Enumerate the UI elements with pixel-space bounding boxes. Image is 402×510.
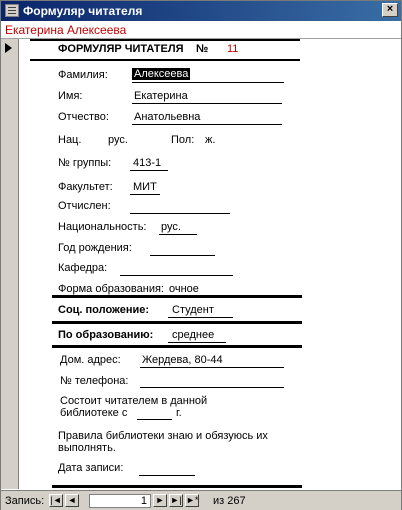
patronymic-underline: [132, 124, 282, 125]
education-label: По образованию:: [58, 329, 154, 341]
faculty-label: Факультет:: [58, 181, 113, 193]
surname-label: Фамилия:: [58, 69, 108, 81]
expelled-label: Отчислен:: [58, 200, 111, 212]
heading-bottom-rule: [30, 59, 300, 61]
membership-text-line2: библиотеке с: [60, 407, 128, 419]
group-field[interactable]: 413-1: [133, 157, 162, 169]
form-caption-bar: [1, 21, 401, 39]
form-number-value: 11: [227, 43, 239, 55]
form-bottom-rule: [52, 485, 302, 488]
social-underline: [168, 317, 233, 318]
form-icon: [5, 4, 19, 17]
surname-underline: [132, 82, 284, 83]
rules-text-line2: выполнять.: [58, 442, 116, 454]
gender-field[interactable]: ж.: [205, 134, 216, 146]
social-section-top-rule: [52, 295, 302, 298]
surname-field[interactable]: [132, 68, 190, 80]
current-record-input[interactable]: 1: [89, 494, 151, 508]
study-form-field[interactable]: очное: [169, 283, 199, 295]
study-form-label: Форма образования:: [58, 283, 164, 295]
membership-text-line1: Состоит читателем в данной: [60, 395, 208, 407]
record-label: Запись:: [5, 495, 45, 507]
record-date-underline[interactable]: [139, 475, 195, 476]
title-bar[interactable]: [1, 1, 401, 21]
education-section-top-rule: [52, 321, 302, 324]
phone-label: № телефона:: [60, 375, 129, 387]
record-navigation-bar: [1, 490, 401, 510]
heading-top-rule: [30, 39, 300, 41]
last-record-button[interactable]: ►|: [170, 495, 182, 505]
record-date-label: Дата записи:: [58, 462, 124, 474]
education-underline: [168, 342, 226, 343]
new-record-button[interactable]: ►*: [186, 495, 199, 505]
number-sign: №: [196, 43, 209, 55]
record-selector[interactable]: [1, 39, 19, 489]
phone-underline: [140, 387, 284, 388]
social-label: Соц. положение:: [58, 304, 150, 316]
birth-year-label: Год рождения:: [58, 242, 132, 254]
membership-year-underline[interactable]: [137, 419, 172, 420]
nat-label: Нац.: [58, 134, 82, 146]
form-body: [20, 39, 401, 489]
address-label: Дом. адрес:: [60, 354, 121, 366]
expelled-underline: [130, 213, 230, 214]
window-title: Формуляр читателя: [23, 4, 143, 18]
first-record-button[interactable]: |◄: [50, 495, 62, 505]
gender-label: Пол:: [171, 134, 195, 146]
next-record-button[interactable]: ►: [153, 494, 167, 507]
group-label: № группы:: [58, 157, 112, 169]
faculty-underline: [130, 194, 160, 195]
birth-year-underline: [150, 255, 215, 256]
name-underline: [132, 103, 282, 104]
name-field[interactable]: Екатерина: [134, 90, 188, 102]
rules-text-line1: Правила библиотеки знаю и обязуюсь их: [58, 430, 268, 442]
nationality-field[interactable]: рус.: [161, 221, 181, 233]
department-underline: [120, 275, 233, 276]
current-record-arrow-icon: [5, 43, 12, 53]
group-underline: [130, 170, 168, 171]
patronymic-field[interactable]: Анатольевна: [134, 111, 201, 123]
previous-record-button[interactable]: ◄: [65, 494, 79, 507]
address-underline: [140, 367, 284, 368]
close-button[interactable]: ×: [382, 3, 398, 17]
address-field[interactable]: Жердева, 80-44: [142, 354, 223, 366]
surname-value: Алексеева: [134, 68, 189, 80]
department-label: Кафедра:: [58, 262, 108, 274]
record-total: из 267: [213, 495, 246, 507]
nat-field[interactable]: рус.: [108, 134, 128, 146]
address-section-top-rule: [52, 345, 302, 348]
nationality-label: Национальность:: [58, 221, 147, 233]
faculty-field[interactable]: МИТ: [133, 181, 157, 193]
name-label: Имя:: [58, 90, 83, 102]
membership-year-suffix: г.: [176, 407, 182, 419]
social-field[interactable]: Студент: [172, 304, 214, 316]
nationality-underline: [159, 234, 197, 235]
form-heading: ФОРМУЛЯР ЧИТАТЕЛЯ: [58, 43, 184, 55]
education-field[interactable]: среднее: [172, 329, 215, 341]
patronymic-label: Отчество:: [58, 111, 109, 123]
reader-name-caption: Екатерина Алексеева: [5, 23, 127, 37]
